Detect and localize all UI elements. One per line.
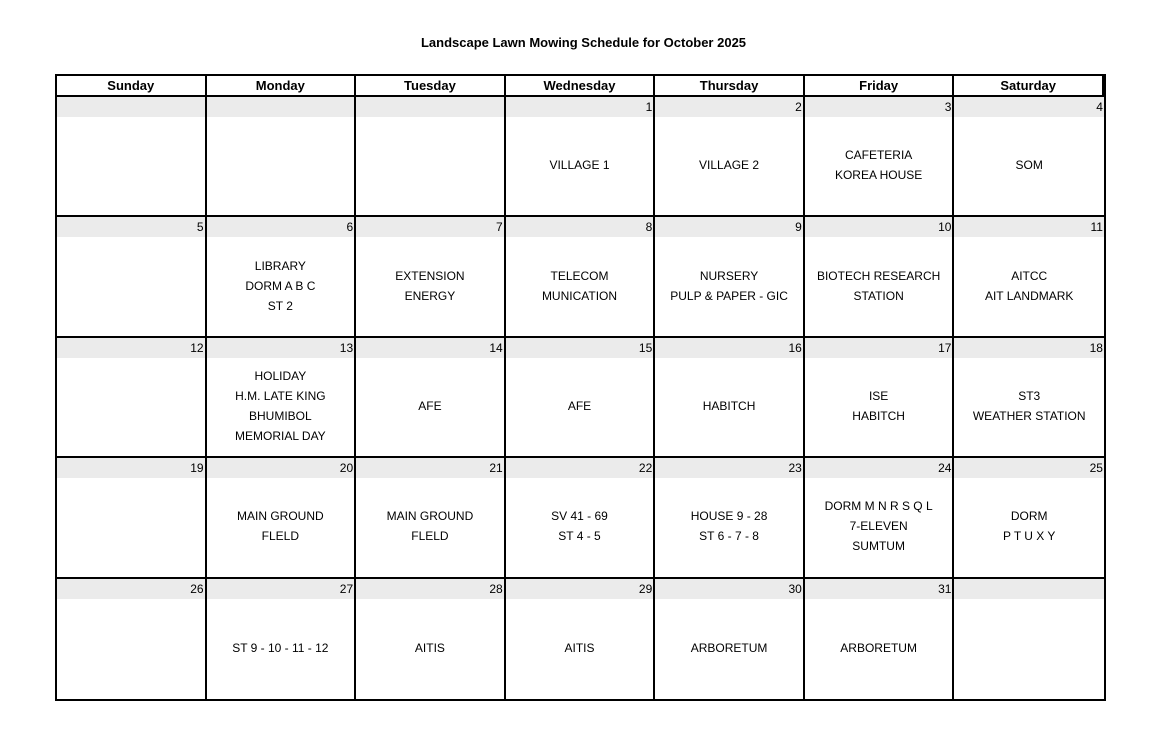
- task-list: [954, 599, 1104, 699]
- task-item: KOREA HOUSE: [834, 168, 923, 183]
- task-item: NURSERY: [699, 268, 759, 283]
- date-number: 5: [57, 217, 205, 237]
- task-list: [954, 237, 1104, 335]
- task-item: FLELD: [411, 529, 449, 544]
- date-number: 1: [506, 97, 654, 117]
- calendar-grid: [55, 74, 1106, 701]
- date-number: 21: [356, 458, 504, 478]
- day-cell: [207, 97, 357, 217]
- date-number: 18: [954, 338, 1104, 358]
- day-cell: [57, 338, 207, 458]
- day-cell: [655, 97, 805, 217]
- day-cell: [356, 97, 506, 217]
- task-item: STATION: [853, 288, 904, 303]
- weekday-header: Monday: [207, 76, 357, 97]
- task-list: [506, 599, 654, 699]
- weekday-header: Sunday: [57, 76, 207, 97]
- task-item: PULP & PAPER - GIC: [670, 288, 788, 303]
- task-item: SOM: [1015, 158, 1043, 173]
- task-list: [207, 599, 355, 699]
- date-number: 7: [356, 217, 504, 237]
- day-cell: [506, 338, 656, 458]
- day-cell: [954, 97, 1104, 217]
- task-list: [805, 599, 953, 699]
- day-cell: [954, 217, 1104, 337]
- day-cell: [655, 338, 805, 458]
- date-number: 29: [506, 579, 654, 599]
- task-item: AITCC: [1011, 268, 1048, 283]
- date-number: 20: [207, 458, 355, 478]
- date-number: 15: [506, 338, 654, 358]
- task-list: [506, 478, 654, 576]
- task-item: HOLIDAY: [254, 368, 307, 383]
- day-cell: [207, 579, 357, 699]
- day-cell: [954, 579, 1104, 699]
- task-item: ENERGY: [404, 288, 456, 303]
- day-cell: [805, 458, 955, 578]
- task-list: [207, 237, 355, 335]
- weekday-header: Friday: [805, 76, 955, 97]
- date-number: [954, 579, 1104, 599]
- task-item: ST 4 - 5: [558, 529, 601, 544]
- date-number: 23: [655, 458, 803, 478]
- task-item: ST3: [1018, 388, 1041, 403]
- task-list: [954, 358, 1104, 456]
- task-list: [655, 478, 803, 576]
- date-number: 6: [207, 217, 355, 237]
- day-cell: [57, 458, 207, 578]
- day-cell: [356, 458, 506, 578]
- task-item: EXTENSION: [395, 268, 465, 283]
- task-item: MUNICATION: [541, 288, 618, 303]
- date-number: 9: [655, 217, 803, 237]
- day-cell: [506, 579, 656, 699]
- date-number: 16: [655, 338, 803, 358]
- date-number: 26: [57, 579, 205, 599]
- task-item: AFE: [567, 398, 592, 413]
- task-list: [805, 358, 953, 456]
- day-cell: [356, 217, 506, 337]
- task-list: [655, 599, 803, 699]
- day-cell: [57, 217, 207, 337]
- task-list: [207, 478, 355, 576]
- day-cell: [655, 458, 805, 578]
- day-cell: [805, 579, 955, 699]
- task-item: DORM: [1010, 509, 1048, 524]
- task-item: WEATHER STATION: [972, 408, 1086, 423]
- task-list: [805, 117, 953, 215]
- task-item: ST 9 - 10 - 11 - 12: [232, 640, 329, 655]
- day-cell: [207, 217, 357, 337]
- day-cell: [805, 338, 955, 458]
- task-item: ARBORETUM: [690, 640, 768, 655]
- task-item: BHUMIBOL: [249, 408, 312, 423]
- task-item: AITIS: [564, 640, 595, 655]
- date-number: 11: [954, 217, 1104, 237]
- day-cell: [655, 217, 805, 337]
- task-item: H.M. LATE KING: [235, 388, 326, 403]
- task-list: [356, 358, 504, 456]
- task-item: FLELD: [261, 529, 300, 544]
- task-item: HABITCH: [702, 398, 756, 413]
- task-item: MEMORIAL DAY: [235, 428, 326, 443]
- day-cell: [506, 217, 656, 337]
- task-item: HOUSE 9 - 28: [690, 509, 768, 524]
- task-list: [506, 117, 654, 215]
- task-item: AFE: [418, 398, 442, 413]
- task-item: LIBRARY: [254, 258, 306, 273]
- day-cell: [207, 338, 357, 458]
- task-list: [207, 358, 355, 456]
- task-list: [207, 117, 355, 215]
- task-item: P T U X Y: [1002, 529, 1056, 544]
- task-item: MAIN GROUND: [237, 509, 324, 524]
- task-item: DORM M N R S Q L: [824, 499, 933, 514]
- task-list: [356, 478, 504, 576]
- day-cell: [805, 97, 955, 217]
- date-number: [57, 97, 205, 117]
- date-number: [356, 97, 504, 117]
- task-item: BIOTECH RESEARCH: [816, 268, 941, 283]
- day-cell: [356, 579, 506, 699]
- date-number: 24: [805, 458, 953, 478]
- weekday-header: Tuesday: [356, 76, 506, 97]
- date-number: 14: [356, 338, 504, 358]
- date-number: 10: [805, 217, 953, 237]
- task-item: HABITCH: [852, 408, 905, 423]
- date-number: 12: [57, 338, 205, 358]
- day-cell: [506, 97, 656, 217]
- day-cell: [506, 458, 656, 578]
- task-list: [506, 358, 654, 456]
- task-item: ISE: [868, 388, 889, 403]
- task-item: ST 2: [267, 298, 293, 313]
- day-cell: [57, 579, 207, 699]
- day-cell: [207, 458, 357, 578]
- date-number: 17: [805, 338, 953, 358]
- task-item: MAIN GROUND: [386, 509, 474, 524]
- weekday-header: Thursday: [655, 76, 805, 97]
- date-number: 4: [954, 97, 1104, 117]
- date-number: 30: [655, 579, 803, 599]
- page-title: Landscape Lawn Mowing Schedule for October 2025: [420, 35, 747, 50]
- date-number: 3: [805, 97, 953, 117]
- day-cell: [954, 458, 1104, 578]
- date-number: 31: [805, 579, 953, 599]
- task-item: AITIS: [414, 640, 445, 655]
- task-list: [356, 237, 504, 335]
- task-list: [356, 117, 504, 215]
- date-number: 2: [655, 97, 803, 117]
- task-list: [57, 358, 205, 456]
- task-list: [356, 599, 504, 699]
- task-item: VILLAGE 1: [549, 158, 610, 173]
- day-cell: [954, 338, 1104, 458]
- date-number: 25: [954, 458, 1104, 478]
- task-item: ARBORETUM: [840, 640, 917, 655]
- task-list: [57, 599, 205, 699]
- task-list: [655, 117, 803, 215]
- task-item: 7-ELEVEN: [849, 519, 908, 534]
- weekday-header: Wednesday: [506, 76, 656, 97]
- task-list: [655, 237, 803, 335]
- task-list: [655, 358, 803, 456]
- task-list: [805, 478, 953, 576]
- date-number: 8: [506, 217, 654, 237]
- day-cell: [57, 97, 207, 217]
- date-number: 27: [207, 579, 355, 599]
- task-item: SV 41 - 69: [551, 509, 608, 524]
- date-number: 28: [356, 579, 504, 599]
- task-list: [954, 117, 1104, 215]
- day-cell: [805, 217, 955, 337]
- task-item: CAFETERIA: [844, 148, 913, 163]
- date-number: 13: [207, 338, 355, 358]
- date-number: 22: [506, 458, 654, 478]
- task-item: VILLAGE 2: [699, 158, 760, 173]
- task-item: TELECOM: [550, 268, 609, 283]
- date-number: 19: [57, 458, 205, 478]
- task-item: ST 6 - 7 - 8: [699, 529, 759, 544]
- task-list: [805, 237, 953, 335]
- task-item: DORM A B C: [245, 278, 316, 293]
- task-list: [506, 237, 654, 335]
- weekday-header: Saturday: [954, 76, 1104, 97]
- date-number: [207, 97, 355, 117]
- task-item: AIT LANDMARK: [984, 288, 1074, 303]
- day-cell: [655, 579, 805, 699]
- day-cell: [356, 338, 506, 458]
- task-list: [57, 237, 205, 335]
- task-list: [954, 478, 1104, 576]
- task-list: [57, 117, 205, 215]
- task-item: SUMTUM: [852, 539, 905, 554]
- task-list: [57, 478, 205, 576]
